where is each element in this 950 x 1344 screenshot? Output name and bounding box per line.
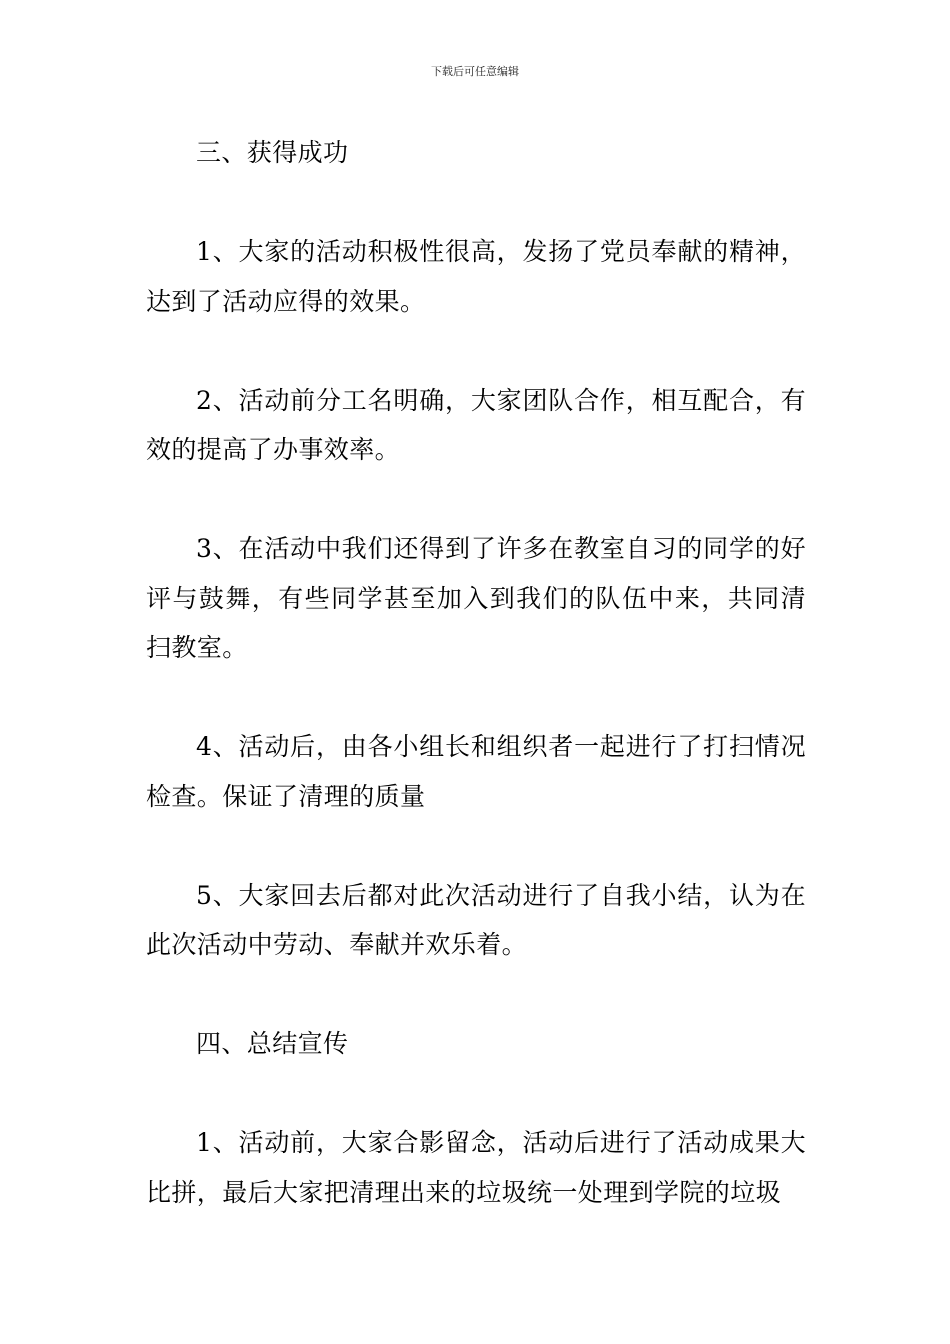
page-header: 下载后可任意编辑 [431,65,519,78]
paragraph-summary-1: 1、活动前，大家合影留念，活动后进行了活动成果大比拼，最后大家把清理出来的垃圾统一处理到学院的垃圾 [146,1128,806,1207]
section-heading-summary: 四、总结宣传 [196,1029,349,1058]
section-heading-results: 三、获得成功 [196,138,349,167]
paragraph-result-3: 3、在活动中我们还得到了许多在教室自习的同学的好评与鼓舞，有些同学甚至加入到我们的队伍中来，共同清扫教室。 [146,534,806,662]
paragraph-result-2: 2、活动前分工名明确，大家团队合作，相互配合，有效的提高了办事效率。 [146,385,806,464]
paragraph-gap [146,970,806,1020]
paragraph-result-4: 4、活动后，由各小组长和组织者一起进行了打扫情况检查。保证了清理的质量 [146,732,806,811]
paragraph-gap [146,475,806,525]
document-body [146,128,806,1217]
paragraph-gap [146,821,806,871]
paragraph-gap [146,326,806,376]
paragraph-result-1: 1、大家的活动积极性很高，发扬了党员奉献的精神，达到了活动应得的效果。 [146,237,806,316]
paragraph-gap [146,1069,806,1119]
paragraph-result-5: 5、大家回去后都对此次活动进行了自我小结，认为在此次活动中劳动、奉献并欢乐着。 [146,880,806,959]
paragraph-gap [146,673,806,723]
paragraph-gap [146,178,806,228]
